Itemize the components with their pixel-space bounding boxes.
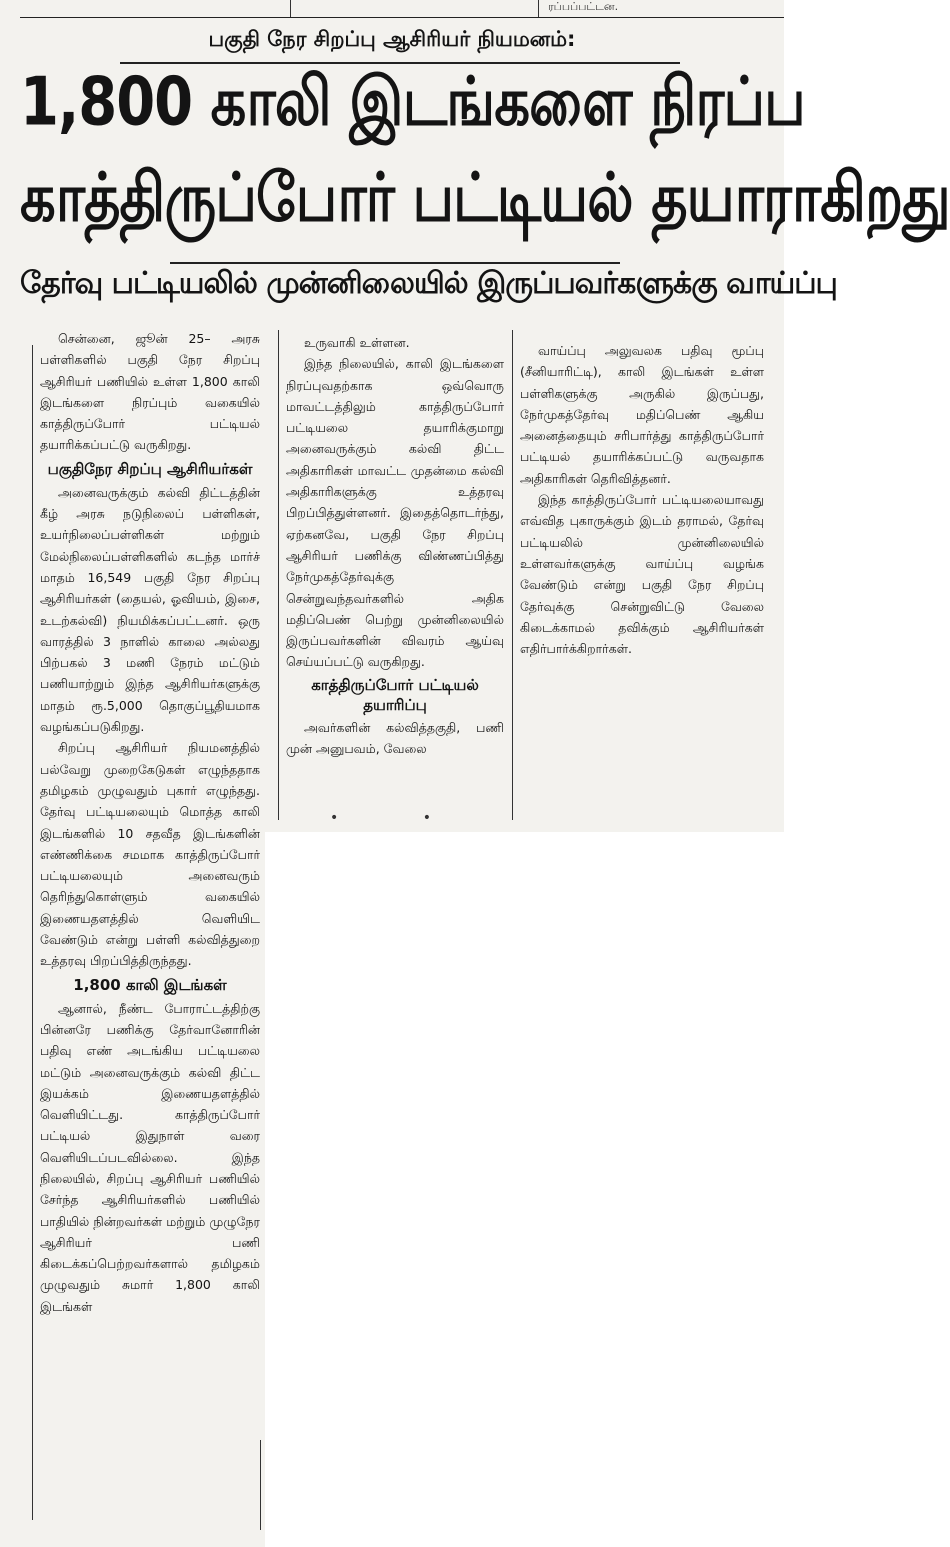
col2-subheading-1: காத்திருப்போர் பட்டியல் தயாரிப்பு	[311, 675, 479, 714]
strip-text-right: ரப்பப்பட்டன.	[548, 0, 619, 13]
col3-para-1: வாய்ப்பு அலுவலக பதிவு மூப்பு (சீனியாரிட்டி), காலி இடங்கள் உள்ள பள்ளிகளுக்கு அருகில் இருப்பது, நேர்முகத்தேர்வு மதிப்பெண் ஆகிய அனைத்தையும் சரிபார்த்து காத்திருப்போர் பட்டியல் தயாரிக்கப்பட்டு வருவதாக அதிகாரிகள் தெரிவித்தனர்.	[520, 343, 764, 486]
column-rule-left	[32, 345, 33, 1520]
strip-divider-1	[290, 0, 291, 17]
headline-line-1: 1,800 காலி இடங்களை நிரப்ப	[20, 63, 805, 142]
headline-line-2: காத்திருப்போர் பட்டியல் தயாராகிறது	[20, 159, 950, 238]
strip-divider-2	[538, 0, 539, 17]
column-2	[286, 332, 504, 759]
previous-article-strip	[0, 0, 784, 18]
col1-para-2: அனைவருக்கும் கல்வி திட்டத்தின் கீழ் அரசு நடுநிலைப் பள்ளிகள், உயர்நிலைப்பள்ளிகள் மற்றும் மேல்நிலைப்பள்ளிகளில் கடந்த மார்ச் மாதம் 16,549 பகுதி நேர சிறப்பு ஆசிரியர்கள் (தையல், ஓவியம், இசை, உடற்கல்வி) நியமிக்கப்பட்டனர். ஒரு வாரத்தில் 3 நாளில் காலை அல்லது பிற்பகல் 3 மணி நேரம் மட்டும் பணியாற்றும் இந்த ஆசிரியர்களுக்கு மாதம் ரூ.5,000 தொகுப்பூதியமாக வழங்கப்படுகிறது.	[40, 484, 260, 735]
column-rule-2	[512, 330, 513, 820]
col2-para-3: அவர்களின் கல்வித்தகுதி, பணி முன் அனுபவம், வேலை	[286, 719, 504, 757]
kicker: பகுதி நேர சிறப்பு ஆசிரியர் நியமனம்:	[208, 27, 576, 51]
col2-para-2: இந்த நிலையில், காலி இடங்களை நிரப்புவதற்காக ஒவ்வொரு மாவட்டத்திலும் காத்திருப்போர் பட்டியலை தயாரிக்குமாறு அனைவருக்கும் கல்வி திட்ட அதிகாரிகள் மாவட்ட முதன்மை கல்வி அதிகாரிகளுக்கு உத்தரவு பிறப்பித்துள்ளனர். இதைத்தொடர்ந்து, ஏற்கனவே, பகுதி நேர சிறப்பு ஆசிரியர் பணிக்கு விண்ணப்பித்து நேர்முகத்தேர்வுக்கு சென்றுவந்தவர்களில் அதிக மதிப்பெண் பெற்று முன்னிலையில் இருப்பவர்களின் விவரம் ஆய்வு செய்யப்பட்டு வருகிறது.	[286, 356, 504, 670]
column-1	[40, 328, 260, 1317]
col1-para-3: சிறப்பு ஆசிரியர் நியமனத்தில் பல்வேறு முறைகேடுகள் எழுந்ததாக தமிழகம் முழுவதும் புகார் எழுந்தது. தேர்வு பட்டியலையும் மொத்த காலி இடங்களில் 10 சதவீத இடங்களின் எண்ணிக்கை சமமாக காத்திருப்போர் பட்டியலையும் அனைவரும் தெரிந்துகொள்ளும் வகையில் இணையதளத்தில் வெளியிட வேண்டும் என்று பள்ளி கல்வித்துறை உத்தரவு பிறப்பித்திருந்தது.	[40, 740, 260, 969]
col2-para-1: உருவாகி உள்ளன.	[304, 335, 410, 350]
col1-subheading-2: 1,800 காலி இடங்கள்	[73, 975, 227, 994]
column-rule-1	[278, 330, 279, 820]
column-rule-bottom	[260, 1440, 261, 1530]
col1-para-4: ஆனால், நீண்ட போராட்டத்திற்கு பின்னரே பணிக்கு தேர்வானோரின் பதிவு எண் அடங்கிய பட்டியலை மட்டும் அனைவருக்கும் கல்வி திட்ட இயக்கம் இணையதளத்தில் வெளியிட்டது. காத்திருப்போர் பட்டியல் இதுநாள் வரை வெளியிடப்படவில்லை. இந்த நிலையில், சிறப்பு ஆசிரியர் பணியில் சேர்ந்த ஆசிரியர்களில் பணியில் பாதியில் நின்றவர்கள் மற்றும் முழுநேர ஆசிரியர் பணி கிடைக்கப்பெற்றவர்களால் தமிழகம் முழுவதும் சுமார் 1,800 காலி இடங்கள்	[40, 1000, 260, 1314]
column-3	[520, 340, 764, 659]
page-marks: • •	[330, 810, 471, 826]
top-rule	[20, 17, 784, 18]
col3-para-2: இந்த காத்திருப்போர் பட்டியலையாவது எவ்வித புகாருக்கும் இடம் தராமல், தேர்வு பட்டியலில் முன்னிலையில் உள்ளவர்களுக்கு வாய்ப்பு வழங்க வேண்டும் என்று பகுதி நேர சிறப்பு தேர்வுக்கு சென்றுவிட்டு வேலை கிடைக்காமல் தவிக்கும் ஆசிரியர்கள் எதிர்பார்க்கிறார்கள்.	[520, 492, 764, 657]
col1-para-1: சென்னை, ஜூன் 25– அரசு பள்ளிகளில் பகுதி நேர சிறப்பு ஆசிரியர் பணியில் உள்ள 1,800 காலி இடங்களை நிரப்பும் வகையில் காத்திருப்போர் பட்டியல் தயாரிக்கப்பட்டு வருகிறது.	[40, 331, 260, 453]
subhead: தேர்வு பட்டியலில் முன்னிலையில் இருப்பவர்களுக்கு வாய்ப்பு	[20, 266, 837, 301]
col1-subheading-1: பகுதிநேர சிறப்பு ஆசிரியர்கள்	[47, 459, 253, 478]
blank-area	[265, 832, 784, 1547]
